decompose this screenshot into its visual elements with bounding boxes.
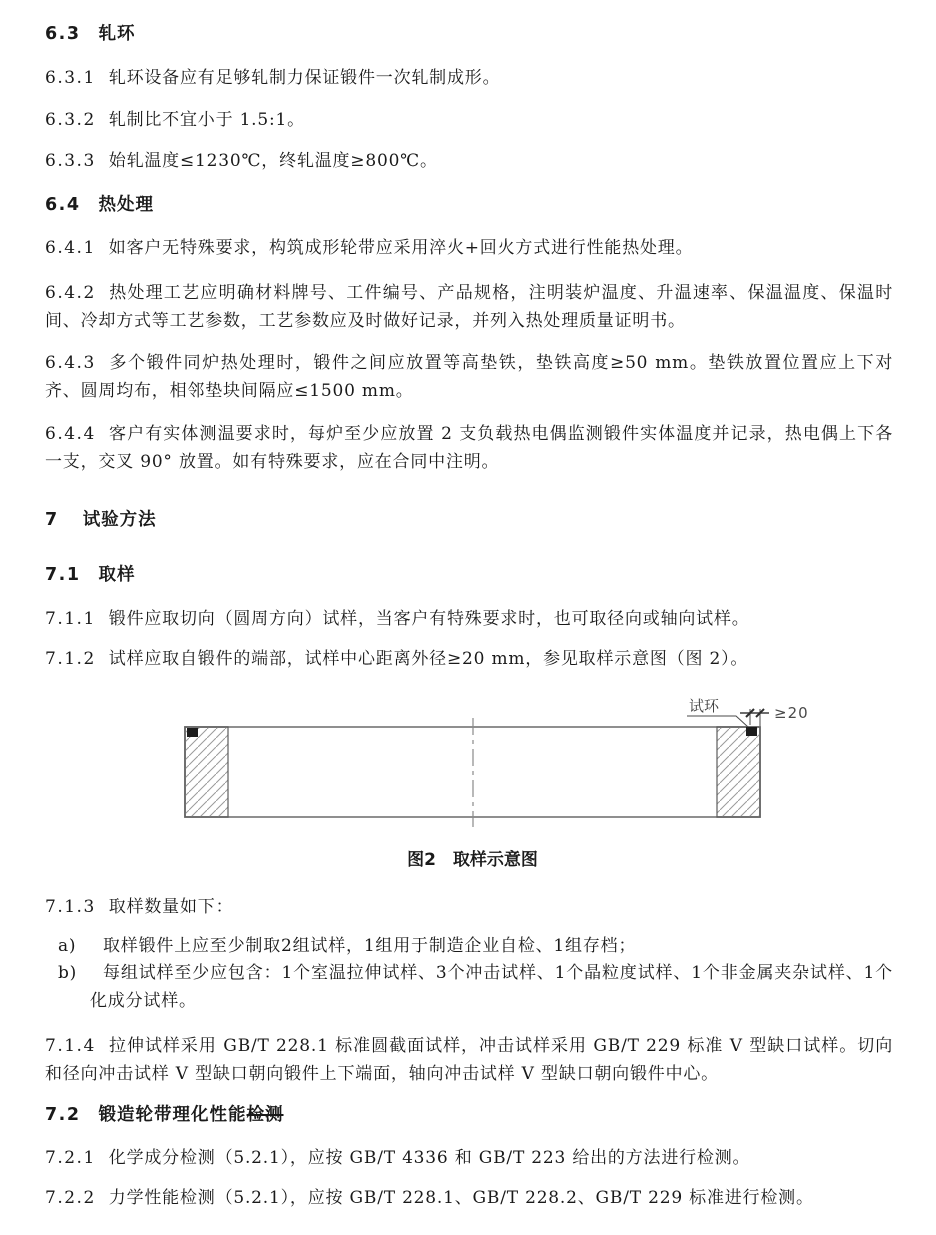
clause-6-4-2 <box>45 279 893 335</box>
list-item-b <box>58 959 893 1015</box>
heading-title: 取样 <box>98 565 136 585</box>
heading-7-1 <box>45 563 893 587</box>
clause-number: 6.4.4 <box>45 424 96 444</box>
clause-text: 多个锻件同炉热处理时，锻件之间应放置等高垫铁，垫铁高度≥50 mm。垫铁放置位置应上下对齐、圆周均布，相邻垫块间隔应≤1500 mm。 <box>45 353 893 401</box>
clause-7-2-1 <box>45 1144 893 1172</box>
heading-title: 试验方法 <box>82 510 157 530</box>
list-item-a <box>58 932 893 960</box>
clause-number: 6.4.2 <box>45 283 96 303</box>
clause-text: 力学性能检测（5.2.1），应按 GB/T 228.1、GB/T 228.2、GB/T 229 标准进行检测。 <box>108 1188 814 1208</box>
dim-label: ≥20 <box>774 704 809 722</box>
clause-7-1-3 <box>45 893 893 921</box>
clause-7-1-4 <box>45 1032 893 1088</box>
clause-number: 7.1.2 <box>45 649 96 669</box>
figure-caption <box>185 845 760 870</box>
clause-text: 热处理工艺应明确材料牌号、工件编号、产品规格，注明装炉温度、升温速率、保温温度、保温时间、冷却方式等工艺参数，工艺参数应及时做好记录，并列入热处理质量证明书。 <box>45 283 893 331</box>
clause-6-3-1 <box>45 64 893 92</box>
clause-7-1-1 <box>45 605 893 633</box>
clause-6-3-2 <box>45 106 893 134</box>
clause-number: 6.4.3 <box>45 353 96 373</box>
clause-7-2-2 <box>45 1184 893 1212</box>
clause-number: 7.2.1 <box>45 1148 96 1168</box>
sample-square-left <box>187 728 198 737</box>
ring-label-leader-line <box>687 716 748 727</box>
clause-6-3-3 <box>45 147 893 175</box>
clause-number: 6.3.2 <box>45 110 96 130</box>
clause-number: 6.3.3 <box>45 151 96 171</box>
clause-number: 6.4 <box>45 195 81 215</box>
clause-number: 7.2.2 <box>45 1188 96 1208</box>
clause-number: 6.4.1 <box>45 238 96 258</box>
clause-number: 6.3 <box>45 24 81 44</box>
clause-number: 7.2 <box>45 1105 81 1125</box>
clause-text: 化学成分检测（5.2.1），应按 GB/T 4336 和 GB/T 223 给出的方法进行检测。 <box>108 1148 751 1168</box>
heading-title: 轧环 <box>98 24 136 44</box>
clause-text: 如客户无特殊要求，构筑成形轮带应采用淬火+回火方式进行性能热处理。 <box>108 238 694 258</box>
heading-7-2 <box>45 1103 893 1127</box>
figure-caption-title: 取样示意图 <box>452 850 538 870</box>
clause-text: 拉伸试样采用 GB/T 228.1 标准圆截面试样，冲击试样采用 GB/T 229 标准 V 型缺口试样。切向和径向冲击试样 V 型缺口朝向锻件上下端面，轴向冲击试样 V 型缺口朝向锻件中心。 <box>45 1036 893 1084</box>
clause-6-4-1 <box>45 234 893 262</box>
clause-number: 7.1.4 <box>45 1036 96 1056</box>
list-item-text: 取样锻件上应至少制取2组试样，1组用于制造企业自检、1组存档； <box>103 936 637 956</box>
list-item-text: 每组试样至少应包含：1个室温拉伸试样、3个冲击试样、1个晶粒度试样、1个非金属夹杂试样、1个化成分试样。 <box>90 963 893 1011</box>
clause-text: 取样数量如下： <box>108 897 234 917</box>
sample-square-right <box>746 727 757 736</box>
hatch-band-right <box>717 727 760 817</box>
list-marker: b) <box>58 963 78 983</box>
hatch-band-left <box>185 727 228 817</box>
ring-label: 试环 <box>689 697 720 715</box>
clause-text: 轧环设备应有足够轧制力保证锻件一次轧制成形。 <box>108 68 501 88</box>
heading-6-3 <box>45 22 893 46</box>
heading-title: 锻造轮带理化性能 <box>98 1105 247 1125</box>
heading-title-struck: 检测 <box>246 1105 284 1125</box>
clause-text: 客户有实体测温要求时，每炉至少应放置 2 支负载热电偶监测锻件实体温度并记录，热电偶上下各一支，交叉 90° 放置。如有特殊要求，应在合同中注明。 <box>45 424 893 472</box>
clause-6-4-3 <box>45 349 893 405</box>
clause-7-1-2 <box>45 645 893 673</box>
clause-text: 锻件应取切向（圆周方向）试样，当客户有特殊要求时，也可取径向或轴向试样。 <box>108 609 750 629</box>
clause-number: 7.1.1 <box>45 609 96 629</box>
sampling-diagram-figure <box>0 690 936 840</box>
clause-text: 始轧温度≤1230℃，终轧温度≥800℃。 <box>108 151 438 171</box>
clause-number: 6.3.1 <box>45 68 96 88</box>
clause-number: 7.1 <box>45 565 81 585</box>
clause-text: 轧制比不宜小于 1.5:1。 <box>108 110 305 130</box>
clause-number: 7.1.3 <box>45 897 96 917</box>
list-marker: a) <box>58 936 77 956</box>
heading-7 <box>45 508 893 532</box>
heading-title: 热处理 <box>98 195 155 215</box>
clause-6-4-4 <box>45 420 893 476</box>
clause-text: 试样应取自锻件的端部，试样中心距离外径≥20 mm，参见取样示意图（图 2）。 <box>108 649 749 669</box>
figure-caption-number: 图2 <box>407 850 436 870</box>
heading-6-4 <box>45 193 893 217</box>
clause-number: 7 <box>45 510 59 530</box>
